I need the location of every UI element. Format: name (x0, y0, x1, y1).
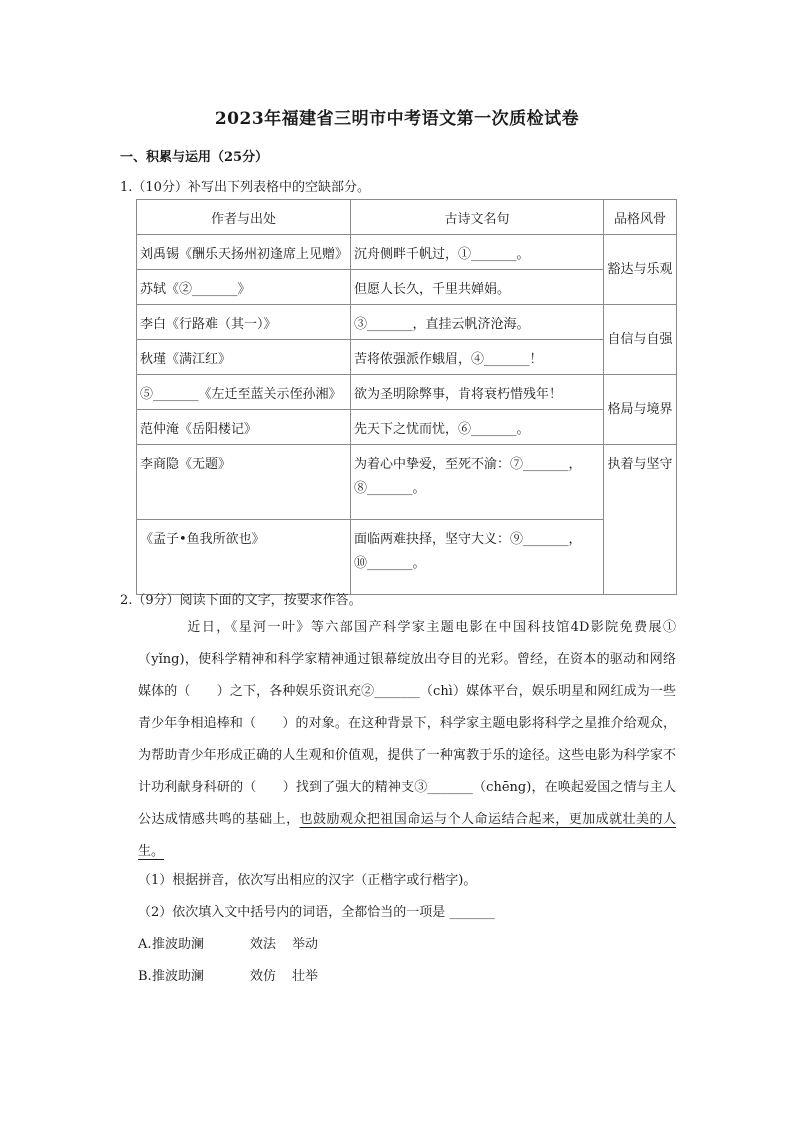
option-word: 效法 (250, 937, 277, 952)
source-cell: ⑤_______《左迁至蓝关示侄孙湘》 (137, 375, 351, 410)
section-heading: 一、积累与运用（25分） (120, 150, 269, 165)
option-word: 举动 (292, 937, 319, 952)
line-cell: 先天下之忧而忧，⑥_______。 (351, 410, 604, 445)
line-cell: 苦将侬强派作蛾眉，④_______！ (351, 340, 604, 375)
table-row (137, 270, 677, 305)
reading-passage (138, 612, 676, 868)
source-cell: 《孟子•鱼我所欲也》 (137, 520, 351, 595)
question-2-stem: 2.（9分）阅读下面的文字，按要求作答。 (120, 593, 362, 608)
table-row (137, 375, 677, 410)
line-cell: ③_______，直挂云帆济沧海。 (351, 305, 604, 340)
option-a: A.推波助澜 效法 举动 (138, 933, 318, 952)
option-word: 推波助澜 (152, 969, 205, 984)
table-row (137, 520, 677, 595)
page-title: 2023年福建省三明市中考语文第一次质检试卷 (214, 109, 580, 129)
source-cell: 苏轼《②_______》 (137, 270, 351, 305)
line-cell: 面临两难抉择，坚守大义：⑨_______，⑩_______。 (351, 520, 604, 595)
sub-question-1: （1）根据拼音，依次写出相应的汉字（正楷字或行楷字)。 (138, 873, 477, 888)
source-cell: 范仲淹《岳阳楼记》 (137, 410, 351, 445)
poetry-table (136, 199, 677, 595)
question-1-stem: 1.（10分）补写出下列表格中的空缺部分。 (120, 180, 370, 195)
line-cell: 沉舟侧畔千帆过，①_______。 (351, 235, 604, 270)
source-cell: 李白《行路难（其一）》 (137, 305, 351, 340)
table-row (137, 235, 677, 270)
trait-cell: 豁达与乐观 (604, 235, 677, 305)
underlined-sentence: 也鼓励观众把祖国命运与个人命运结合起来，更加成就壮美的人生。 (138, 812, 676, 859)
table-header: 作者与出处 (137, 200, 351, 235)
option-word: 壮举 (292, 969, 319, 984)
source-cell: 李商隐《无题》 (137, 445, 351, 520)
source-cell: 刘禹锡《酬乐天扬州初逢席上见赠》 (137, 235, 351, 270)
line-cell: 为着心中挚爱，至死不渝：⑦_______，⑧_______。 (351, 445, 604, 520)
passage-text: 近日，《星河一叶》等六部国产科学家主题电影在中国科技馆4D影院免费展①（yǐng)，使科学精神和科学家精神通过银幕绽放出夺目的光彩。曾经，在资本的驱动和网络媒体的（ ）之下，各种娱乐资讯充②_______（chì）媒体平台，娱乐明星和网红成为一些青少年争相追棒和（ ）的对象。在这种背景下，科学家主题电影将科学之星推介给观众，为帮助青少年形成正确的人生观和价值观，提供了一种寓教于乐的途径。这些电影为科学家不计功利献身科研的（ ）找到了强大的精神支③_______（chēng)，在唤起爱国之情与主人公达成情感共鸣的基础上， (138, 620, 676, 827)
line-cell: 但愿人长久，千里共婵娟。 (351, 270, 604, 305)
table-row (137, 445, 677, 520)
table-row (137, 410, 677, 445)
table-row (137, 340, 677, 375)
table-header: 古诗文名句 (351, 200, 604, 235)
table-row (137, 305, 677, 340)
trait-cell: 自信与自强 (604, 305, 677, 375)
trait-cell: 执着与坚守 (604, 445, 677, 595)
table-header: 品格风骨 (604, 200, 677, 235)
option-b: B.推波助澜 效仿 壮举 (138, 965, 318, 984)
option-word: 效仿 (250, 969, 277, 984)
trait-cell: 格局与境界 (604, 375, 677, 445)
line-cell: 欲为圣明除弊事，肯将衰朽惜残年！ (351, 375, 604, 410)
sub-question-2: （2）依次填入文中括号内的词语，全都恰当的一项是 _______ (138, 905, 495, 920)
option-word: 推波助澜 (152, 937, 205, 952)
source-cell: 秋瑾《满江红》 (137, 340, 351, 375)
